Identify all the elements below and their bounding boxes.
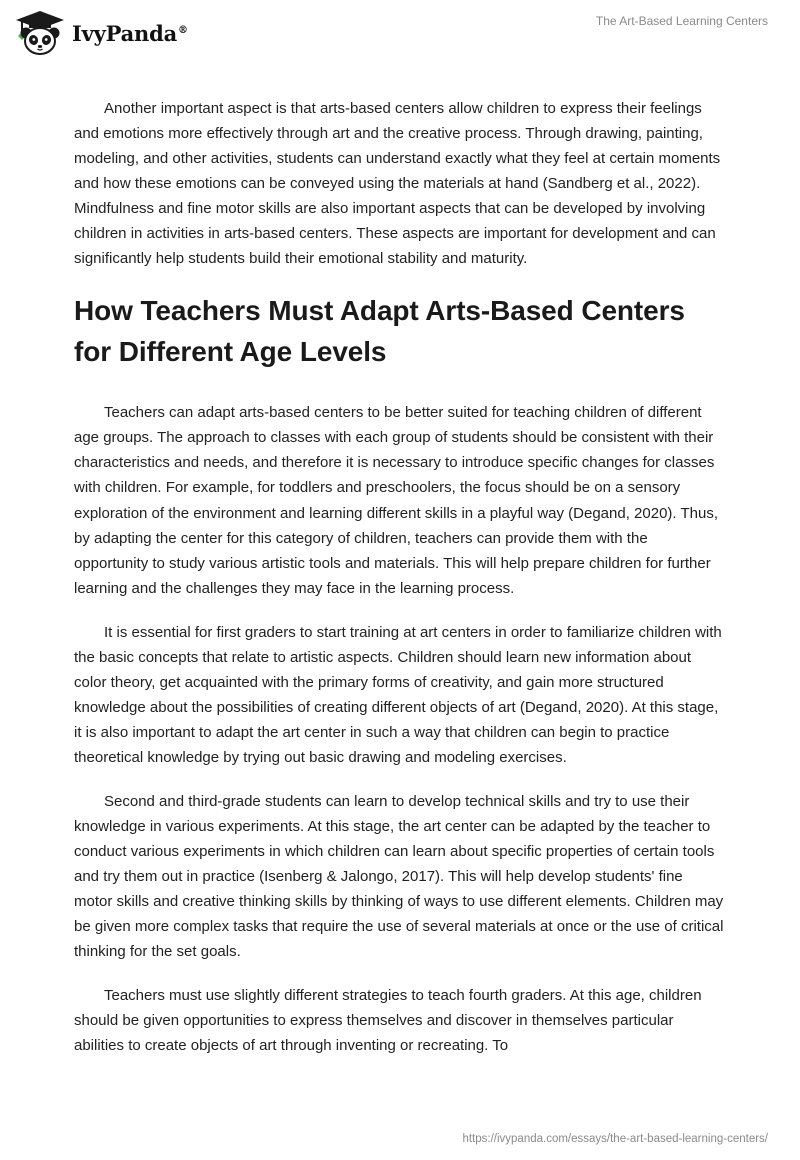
document-title: The Art-Based Learning Centers: [595, 14, 768, 28]
essay-content: [74, 96, 724, 1077]
page-header: [0, 0, 800, 70]
brand-logo[interactable]: [14, 8, 188, 58]
panda-graduation-cap-icon: [14, 9, 66, 57]
source-url[interactable]: https://ivypanda.com/essays/the-art-based-learning-centers/: [462, 1133, 768, 1145]
section-heading: How Teachers Must Adapt Arts-Based Centers for Different Age Levels: [74, 295, 685, 368]
essay-paragraph: It is essential for first graders to start training at art centers in order to familiarize children with the basic concepts that relate to artistic aspects. Children should learn new information about color theory, get acquainted with the primary forms of creativity, and gain more structured knowledge about the possibilities of creating different objects of art (Degand, 2020). At this stage, it is also important to adapt the art center in such a way that children can begin to practice theoretical knowledge by trying out basic drawing and modeling exercises.: [74, 623, 722, 766]
essay-paragraph: Second and third-grade students can learn to develop technical skills and try to use their knowledge in various experiments. At this stage, the art center can be adapted by the teacher to conduct various experiments in which children can learn about specific properties of certain tools and try them out in practice (Isenberg & Jalongo, 2017). This will help develop students' fine motor skills and creative thinking skills by thinking of ways to use different elements. Children may be given more complex tasks that require the use of several materials at once or the use of critical thinking for the set goals.: [74, 792, 724, 961]
brand-name: IvyPanda®: [72, 20, 188, 46]
essay-paragraph: Another important aspect is that arts-based centers allow children to express their feelings and emotions more effectively through art and the creative process. Through drawing, painting, modeling, and other activities, students can understand exactly what they feel at certain moments and how these emotions can be conveyed using the materials at hand (Sandberg et al., 2022). Mindfulness and fine motor skills are also important aspects that can be developed by involving children in activities in arts-based centers. These aspects are important for development and can significantly help students build their emotional stability and maturity.: [74, 100, 721, 268]
essay-paragraph: Teachers can adapt arts-based centers to be better suited for teaching children of different age groups. The approach to classes with each group of students should be consistent with their characteristics and needs, and therefore it is necessary to introduce specific changes for classes with children. For example, for toddlers and preschoolers, the focus should be on a sensory exploration of the environment and learning different skills in a playful way (Degand, 2020). Thus, by adapting the center for this category of children, teachers can provide them with the opportunity to study various artistic tools and materials. This will help prepare children for further learning and the challenges they may face in the learning process.: [74, 404, 718, 597]
essay-paragraph: Teachers must use slightly different strategies to teach fourth graders. At this age, children should be given opportunities to express themselves and discover in themselves particular abilities to create objects of art through inventing or recreating. To: [74, 987, 702, 1055]
